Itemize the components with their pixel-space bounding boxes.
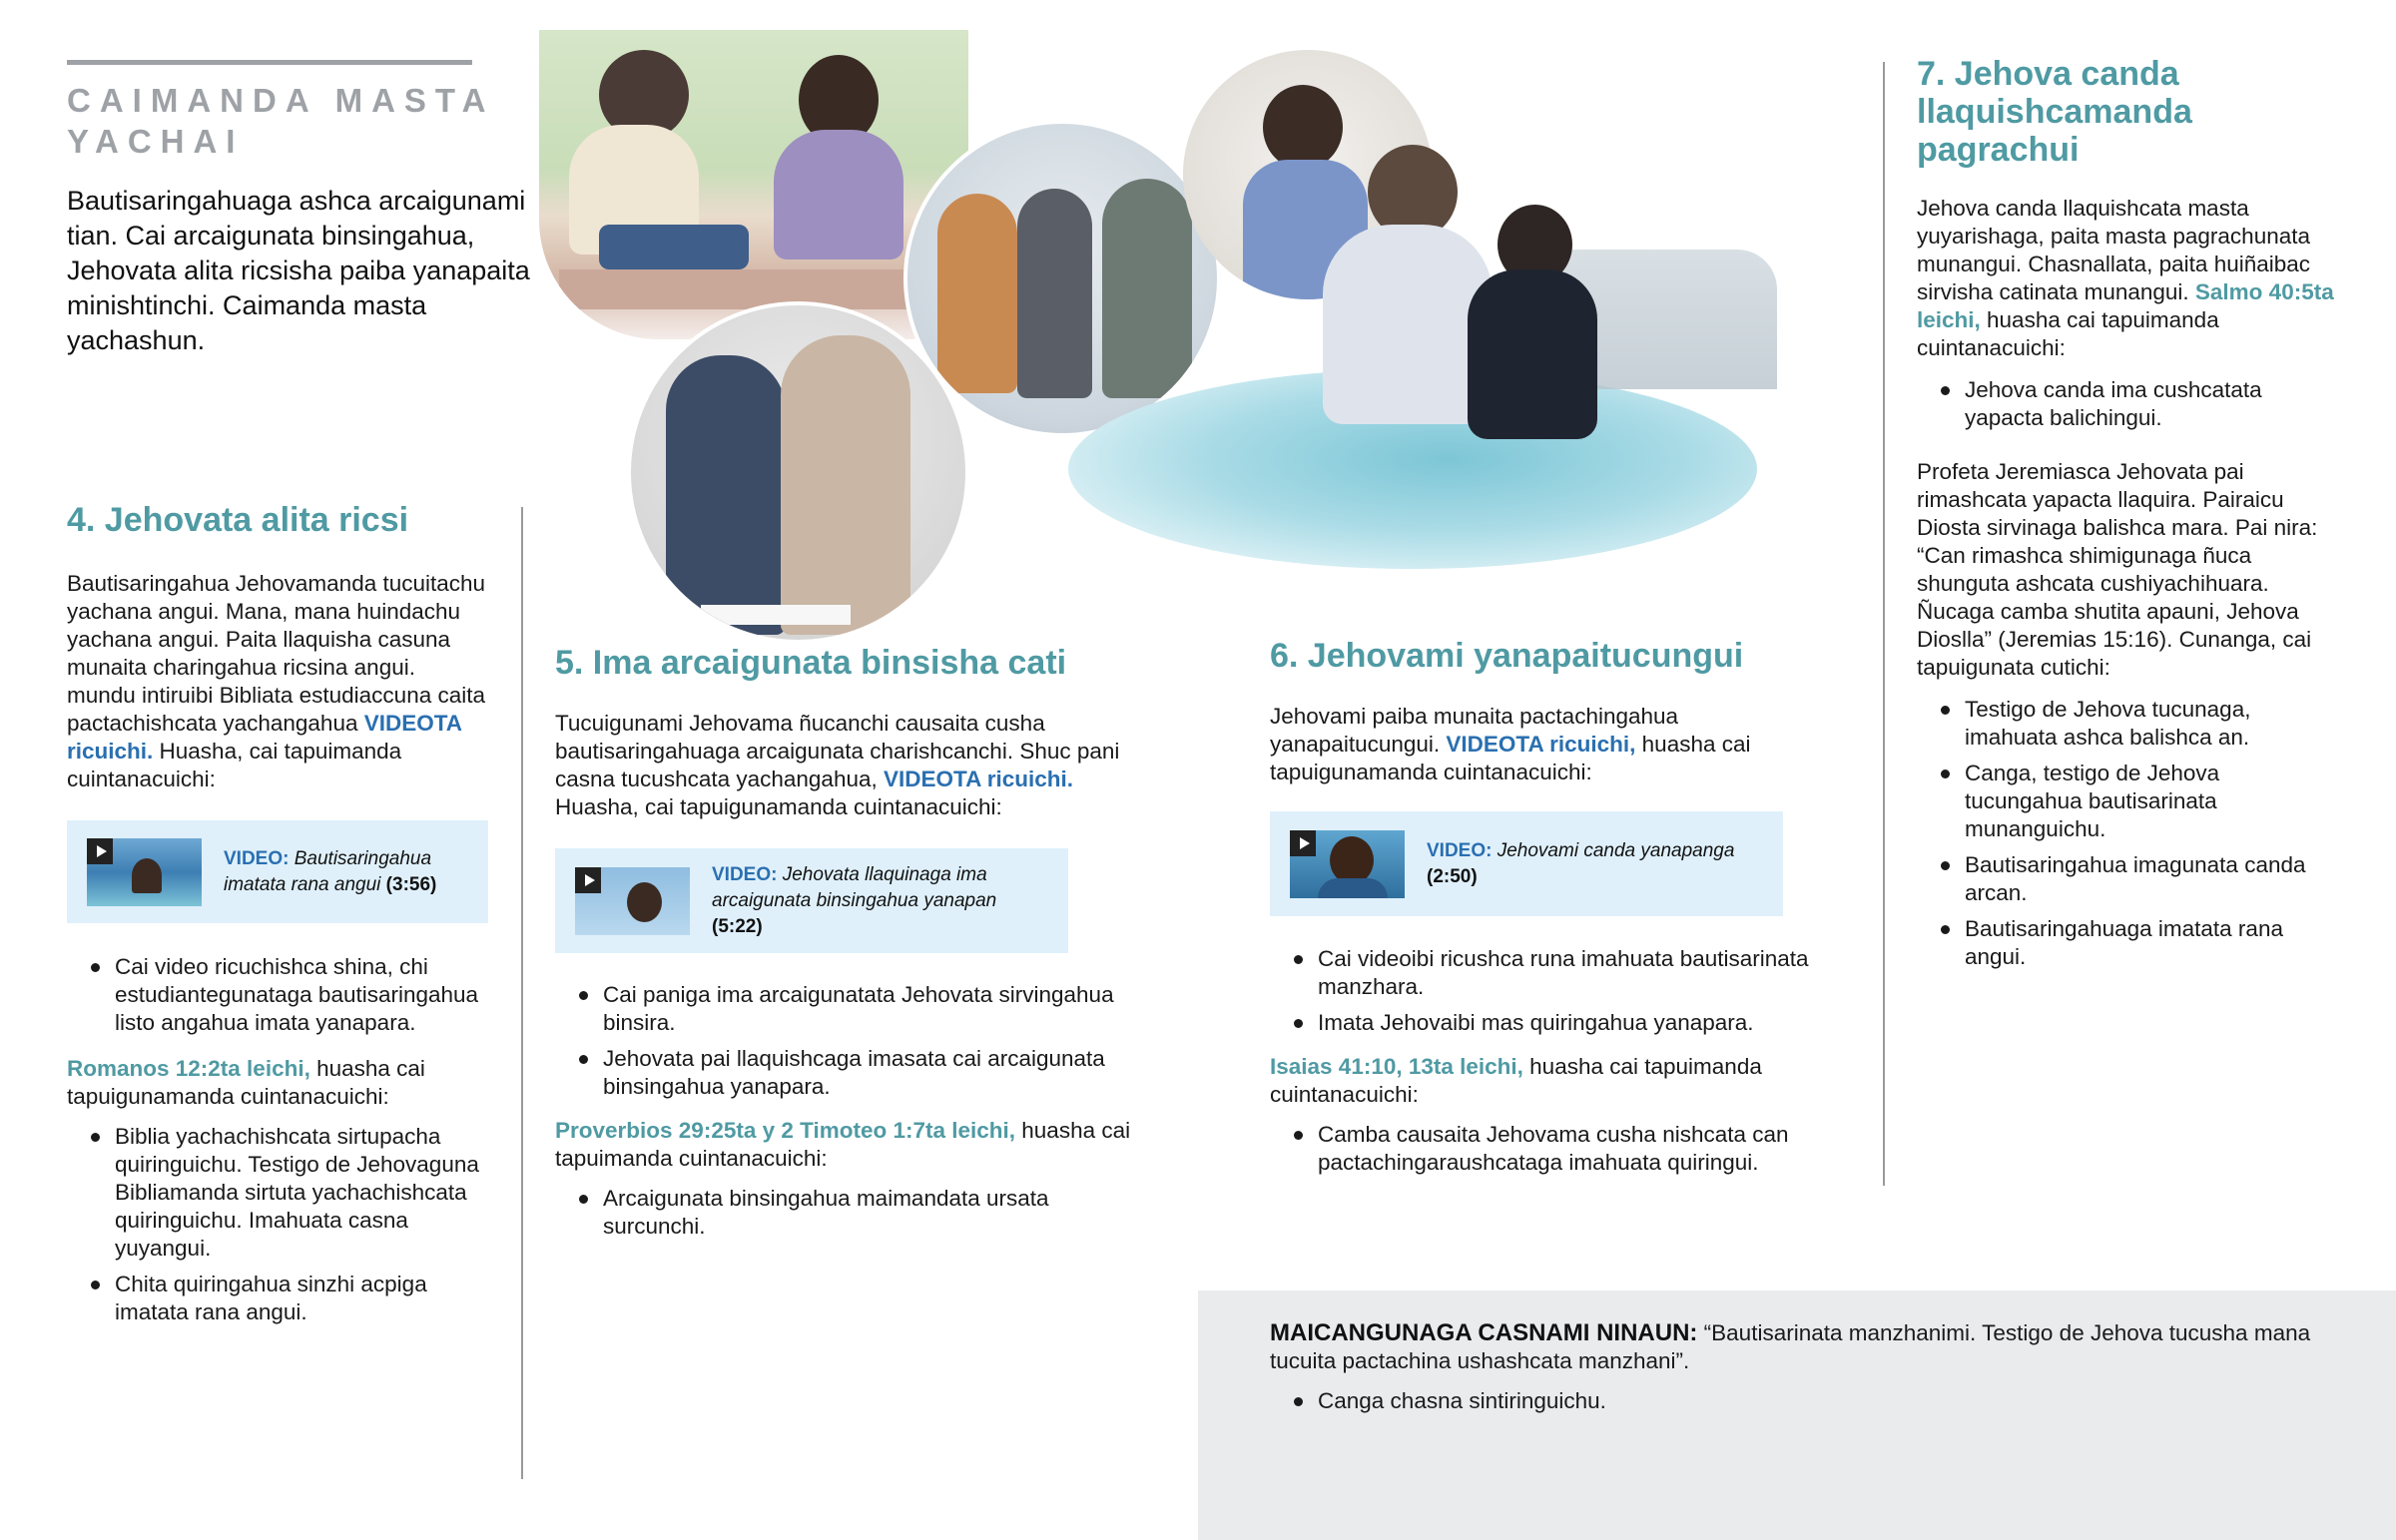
section-paragraph [1917, 195, 2336, 362]
video-thumbnail [1290, 830, 1405, 898]
person-shape [1330, 836, 1374, 884]
person-shape [1468, 269, 1597, 439]
video-label: VIDEO: [224, 847, 290, 869]
section-paragraph [67, 570, 486, 793]
section-5 [555, 644, 1124, 821]
question-list [67, 1123, 486, 1326]
person-shape [1318, 878, 1388, 898]
question-list [555, 981, 1134, 1101]
paragraph-text: huasha cai tapuimanda cuintanacuichi: [1917, 307, 2219, 360]
video-title: Jehovata llaquinaga ima arcaigunata binsingahua yanapan [712, 863, 997, 911]
scripture-prompt [555, 1117, 1134, 1173]
section-title: 6. Jehovami yanapaitucungui [1270, 637, 1744, 675]
paragraph-text: Bautisaringahua Jehovamanda tucuitachu yachana angui. Mana, mana huindachu yachana angui. Paita llaquisha casuna munaita charingahua ricsina angui. mundu intiruibi Bibliata estudiaccuna caita pactachishcata yachangahua [67, 571, 486, 736]
video-card[interactable] [1270, 811, 1783, 916]
video-caption [712, 862, 1051, 940]
video-label: VIDEO: [712, 863, 778, 885]
section-7 [1917, 55, 2336, 979]
list-item: Chita quiringahua sinzhi acpiga imatata rana angui. [67, 1271, 486, 1326]
paragraph-text: huasha cai tapuimanda cuintanacuichi: [1270, 1054, 1762, 1107]
person-shape [937, 194, 1017, 393]
video-caption [1427, 838, 1756, 890]
paragraph-text: huasha cai tapuigunamanda cuintanacuichi: [1270, 732, 1751, 784]
scripture-link[interactable]: Isaias 41:10, 13ta leichi, [1270, 1054, 1523, 1079]
callout-box [1198, 1290, 2396, 1540]
baptism-image [1068, 130, 1787, 619]
question-list [1270, 1121, 1849, 1177]
callout-label: MAICANGUNAGA CASNAMI NINAUN: [1270, 1319, 1698, 1346]
section-title: 5. Ima arcaigunata binsisha cati [555, 644, 1067, 682]
play-icon[interactable] [87, 838, 113, 864]
list-item: Cai video ricuchishca shina, chi estudiantegunataga bautisaringahua listo angahua imata yanapara. [67, 953, 486, 1037]
callout-text [1270, 1319, 2328, 1423]
person-shape [781, 335, 910, 635]
list-item: Cai paniga ima arcaigunatata Jehovata sirvingahua binsira. [555, 981, 1134, 1037]
scripture-link[interactable]: Salmo 40:5ta leichi, [1917, 279, 2334, 332]
scripture-link[interactable]: Romanos 12:2ta leichi, [67, 1056, 310, 1081]
paragraph-text: Jehovami paiba munaita pactachingahua yanapaitucungui. [1270, 704, 1679, 757]
video-link[interactable]: VIDEOTA ricuichi. [884, 767, 1074, 791]
list-item: Cai videoibi ricushca runa imahuata bautisarinata manzhara. [1270, 945, 1849, 1001]
section-paragraph [1270, 703, 1849, 786]
video-duration: (5:22) [712, 915, 763, 937]
person-shape [132, 858, 162, 893]
section-6-lower [1270, 945, 1849, 1185]
person-shape [666, 355, 786, 635]
paragraph-text: Huasha, cai tapuigunamanda cuintanacuichi: [555, 794, 1002, 819]
person-shape [627, 882, 662, 922]
desk-shape [701, 605, 851, 625]
section-paragraph: Profeta Jeremiasca Jehovata pai rimashcata yapacta llaquira. Pairaicu Diosta sirvinaga balishca mara. Pai nira: “Can rimashca shimigunaga ñuca shunguta ashcata cushiyachihuara. Ñucaga camba shutita apauni, Jehova Diosllа” (Jeremias 15:16). Cunanga, cai tapuigunata cutichi: [1917, 459, 2318, 680]
play-icon[interactable] [1290, 830, 1316, 856]
video-thumbnail [575, 867, 690, 935]
list-item: Canga chasna sintiringuichu. [1270, 1387, 2328, 1415]
person-shape [599, 225, 749, 269]
list-item: Bautisaringahuaga imatata rana angui. [1917, 915, 2336, 971]
video-label: VIDEO: [1427, 839, 1493, 861]
question-list [1270, 1387, 2328, 1415]
video-link[interactable]: VIDEOTA ricuichi, [1446, 732, 1636, 757]
list-item: Jehova canda ima cushcatata yapacta balichingui. [1917, 376, 2336, 432]
section-4 [67, 501, 486, 793]
callout-quote: “Bautisarinata manzhanimi. Testigo de Jehova tucusha mana tucuita pactachina ushashcata manzhani”. [1270, 1320, 2311, 1373]
list-item: Jehovata pai llaquishcaga imasata cai arcaigunata binsingahua yanapara. [555, 1045, 1134, 1101]
video-caption [224, 846, 488, 898]
section-title: 7. Jehova canda llaquishcamanda pagrachui [1917, 55, 2192, 169]
question-list [1917, 376, 2336, 432]
question-list [67, 953, 486, 1037]
question-list [1270, 945, 1849, 1037]
paragraph-text: huasha cai tapuimanda cuintanacuichi: [555, 1118, 1131, 1171]
person-shape [774, 130, 903, 259]
eyebrow-title: CAIMANDA MASTA YACHAI [67, 82, 494, 160]
video-card[interactable] [555, 848, 1068, 953]
list-item: Testigo de Jehova tucunaga, imahuata ashca balishca an. [1917, 696, 2336, 752]
column-divider [1883, 62, 1885, 1186]
scripture-prompt [1270, 1053, 1849, 1109]
scripture-link[interactable]: Proverbios 29:25ta y 2 Timoteo 1:7ta leichi, [555, 1118, 1016, 1143]
list-item: Arcaigunata binsingahua maimandata ursata surcunchi. [555, 1185, 1134, 1241]
list-item: Imata Jehovaibi mas quiringahua yanapara. [1270, 1009, 1849, 1037]
section-4-lower [67, 953, 486, 1334]
paragraph-text: Tucuigunami Jehovama ñucanchi causaita cusha bautisaringahuaga arcaigunata charishcanchi. Shuc pani casna tucushcata yachangahua, [555, 711, 1120, 791]
illustration-group [539, 30, 1787, 619]
video-duration: (3:56) [385, 873, 437, 895]
scripture-prompt [67, 1055, 486, 1111]
section-6 [1270, 637, 1849, 786]
eyebrow-rule [67, 60, 472, 65]
list-item: Canga, testigo de Jehova tucungahua bautisarinata munanguichu. [1917, 760, 2336, 843]
video-title: Jehovami canda yanapanga [1497, 839, 1735, 861]
video-link[interactable]: VIDEOTA ricuichi. [67, 711, 462, 764]
paragraph-text: huasha cai tapuigunamanda cuintanacuichi: [67, 1056, 425, 1109]
bench-shape [559, 269, 938, 309]
section-5-lower [555, 981, 1134, 1249]
intro-text: Bautisaringahuaga ashca arcaigunami tian. Cai arcaigunata binsingahua, Jehovata alita ricsisha paiba yanapaita minishtinchi. Caimanda masta yachashun. [67, 186, 530, 355]
video-duration: (2:50) [1427, 865, 1478, 887]
list-item: Bautisaringahua imagunata canda arcan. [1917, 851, 2336, 907]
video-thumbnail [87, 838, 202, 906]
question-list [1917, 696, 2336, 971]
list-item: Camba causaita Jehovama cusha nishcata can pactachingaraushcataga imahuata quiringui. [1270, 1121, 1849, 1177]
section-title: 4. Jehovata alita ricsi [67, 501, 409, 539]
workplace-circle-image [627, 301, 969, 644]
paragraph-text: Jehova canda llaquishcata masta yuyarishaga, paita masta pagrachunata munangui. Chasnallata, paita huiñaibac sirvisha catinata munangui. [1917, 196, 2311, 304]
question-list [555, 1185, 1134, 1241]
list-item: Biblia yachachishcata sirtupacha quiringuichu. Testigo de Jehovaguna Bibliamanda sirtuta yachachishcata quiringuichu. Imahuata casna yuyangui. [67, 1123, 486, 1263]
section-paragraph [555, 710, 1124, 821]
column-divider [521, 507, 523, 1479]
play-icon[interactable] [575, 867, 601, 893]
paragraph-text: Huasha, cai tapuimanda cuintanacuichi: [67, 739, 402, 791]
video-title: Bautisaringahua imatata rana angui [224, 847, 432, 895]
video-card[interactable] [67, 820, 488, 923]
